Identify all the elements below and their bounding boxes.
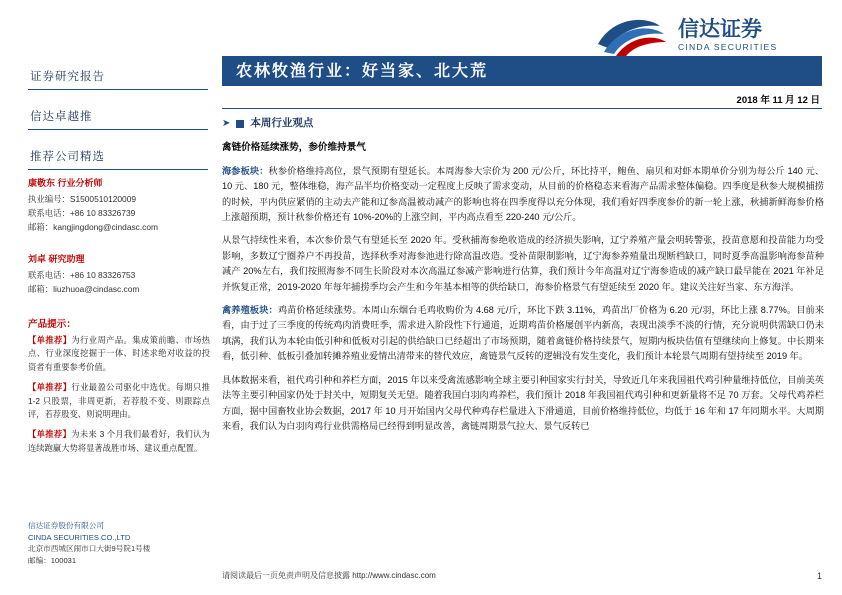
analyst-phone-label: 联系电话： — [28, 270, 70, 280]
page-title: 农林牧渔行业：好当家、北大荒 — [236, 61, 489, 80]
analyst-mail-label: 邮箱： — [28, 284, 54, 294]
report-title-bar — [222, 56, 822, 86]
lead-statement: 禽链价格延续涨势，参价维持景气 — [222, 142, 366, 154]
report-date: 2018 年 11 月 12 日 — [736, 95, 820, 106]
company-zip — [28, 555, 218, 567]
analyst-mail-value: liuzhuoa@cindasc.com — [53, 284, 140, 294]
analyst-license-label: 执业编号： — [28, 194, 70, 204]
main-content — [222, 116, 824, 442]
product-tip-item — [28, 428, 210, 455]
svg-text:CINDA SECURITIES: CINDA SECURITIES — [678, 42, 778, 52]
product-tips — [28, 316, 210, 462]
product-tip-item — [28, 334, 210, 374]
paragraph-text: 具体数据来看，祖代鸡引种和养栏方面，2015 年以来受禽流感影响全球主要引种国家实行封关，导致近几年来我国祖代鸡引种量维持低位，目前美英法等主要引种国家仍处于封关中，短期复关无望。随着我国白羽肉鸡养栏，我们预计 2018 年我国祖代鸡引种和更新量将不足 70 万套。父母代鸡养栏方面，据中国畜牧业协会数据，2017 年 10 月开始国内父母代种鸡存栏量进入下滑通道，目前价格维持低位，均低于 16 年和 17 年同期水平。大周期来看，我们认为白羽肉鸡行业供需格局已经得到明显改善，禽链周期景气拉大、景气反转已 — [222, 374, 824, 431]
analyst-phone-value: +86 10 83326753 — [69, 270, 136, 280]
analyst-phone-label: 联系电话： — [28, 208, 70, 218]
paragraph-label: 禽养殖板块： — [222, 305, 278, 316]
company-name-cn: 信达证券股份有限公司 — [28, 521, 104, 530]
footer-note: 请阅读最后一页免责声明及信息披露 http://www.cindasc.com — [222, 571, 436, 580]
paragraph-text: 鸡苗价格延续涨势。本周山东烟台毛鸡收购价为 4.68 元/斤，环比下跌 3.11%，鸡苗出厂价格为 6.20 元/羽，环比上涨 8.77%。目前来看，由于过了三季度的传统鸡肉消费旺季，需求进入阶段性下行通道，近期鸡苗价格屡创平内新高，表现出淡季不淡的行情，充分说明供需缺口仍未填满，我们认为本轮由低引种和低板对引起的供给缺口已经超出了市场预期，随着禽链价格持续景气，短期内板块估值有望继续向上修复。中长期来看，低引种、低板引叠加转摊养殖业爱情出清带来的替代效应，禽链景气反转的逻辑没有发生变化，我们预计本轮景气周期有望持续至 2019 年。 — [222, 305, 825, 362]
analyst-phone-value: +86 10 83326739 — [69, 208, 136, 218]
page-number: 1 — [816, 571, 822, 581]
product-tip-tag: 【单推荐】 — [28, 335, 72, 345]
paragraph — [222, 373, 824, 435]
analyst-phone — [28, 268, 208, 282]
analyst-phone — [28, 206, 208, 220]
analyst-mail — [28, 220, 208, 234]
analyst-license — [28, 192, 208, 206]
analyst-card-primary — [28, 176, 208, 234]
sidebar-item-recommend: 推荐公司精选 — [28, 142, 208, 170]
product-tip-text: 行业最盈公司驱化中选优。每期只推 1-2 只股票，非周更新，若荐股不变、则跟踪点评，若荐股变、则说明理由。 — [28, 382, 210, 420]
section-title: 本周行业观点 — [250, 117, 314, 129]
analyst-name: 刘卓 研究助理 — [28, 254, 85, 264]
product-tip-tag: 【单推荐】 — [28, 382, 72, 393]
paragraph-label: 海参板块： — [222, 165, 269, 176]
sidebar — [0, 0, 208, 595]
footer — [222, 570, 822, 581]
paragraph-text: 从景气持续性来看，本次参价景气有望延长至 2020 年。受秋捕海参绝收造成的经济损失影响，辽宁养殖产量会明转警张，投苗意愿和投苗能力均受影响，多数辽宁圈养户不再投苗，选择秋季对海参池进行除高温改造。受补苗限制影响，辽宁海参养殖量出现断档缺口，同时夏季高温影响海参苗种减产 20%左右，我们按照海参不同生长阶段对本次高温辽参减产影响进行估算，我们预计今年高温对辽宁海参造成的减产缺口最早能在 2021 年补足并恢复正常，2019-2020 年每年捕捞季均会产生和今年基本相等的供给缺口，海参价格景气有望延续至 2020 年。建议关注好当家、东方海洋。 — [222, 235, 824, 292]
analyst-mail-label: 邮箱： — [28, 222, 54, 232]
cinda-securities-logo — [594, 14, 824, 58]
product-tip-text: 为未来 3 个月我们最看好，我们认为连续跑赢大势将显著战胜市场、建议重点配置。 — [28, 429, 210, 453]
svg-text:信达证券: 信达证券 — [678, 17, 762, 41]
paragraph — [222, 164, 824, 226]
company-name-en: CINDA SECURITIES CO.,LTD — [28, 532, 131, 542]
product-tip-tag: 【单推荐】 — [28, 429, 72, 440]
analyst-mail-value: kangjingdong@cindasc.com — [53, 222, 159, 232]
product-tip-item — [28, 381, 210, 421]
company-zip-value: 100031 — [50, 555, 77, 565]
sidebar-item-research-report: 证券研究报告 — [28, 62, 208, 90]
section-header — [222, 116, 824, 131]
company-zip-label: 邮编： — [28, 555, 51, 565]
header-divider — [222, 108, 822, 109]
analyst-license-value: S1500510120009 — [69, 194, 137, 204]
paragraph — [222, 233, 824, 295]
analyst-name: 康敬东 行业分析师 — [28, 178, 103, 188]
analyst-card-secondary — [28, 252, 208, 296]
bullet-square-icon — [236, 120, 244, 128]
paragraph-text: 秋参价格维持高位，景气预期有望延长。本周海参大宗价为 200 元/公斤，环比持平，鲍鱼、扇贝和对虾本期单价分别为每公斤 140 元、10 元、180 元，整体维稳，海产品半均价格变动一定程度上反映了需求变动，从目前的价格稳态来看海产品需求整体偏稳。四季度是秋参大规模捕捞的时候，平内供应紧俏的主动去产能和辽参高温被动减产的影响也将在四季度得以充分体现，我们看好四季度参价的新一轮上涨，秋捕新鲜海参价格上涨超预期，预计秋参价格还有 10%-20%的上涨空间，平内高点看至 220-240 元/公斤。 — [222, 165, 825, 223]
sidebar-item-excellence: 信达卓越推 — [28, 102, 208, 130]
paragraph — [222, 303, 824, 365]
product-tips-title: 产品提示： — [28, 319, 76, 330]
arrow-right-icon: ➤ — [222, 118, 231, 129]
company-info — [28, 520, 218, 566]
company-address: 北京市西城区闹市口大街9号院1号楼 — [28, 544, 151, 554]
product-tip-text: 为行业周产品。集成策前瞻、市场热点、行业深度挖掘于一体、时述求绝对收益的投资者有重要参考价值。 — [28, 335, 210, 372]
sidebar-headings — [28, 62, 208, 170]
analyst-mail — [28, 282, 208, 296]
